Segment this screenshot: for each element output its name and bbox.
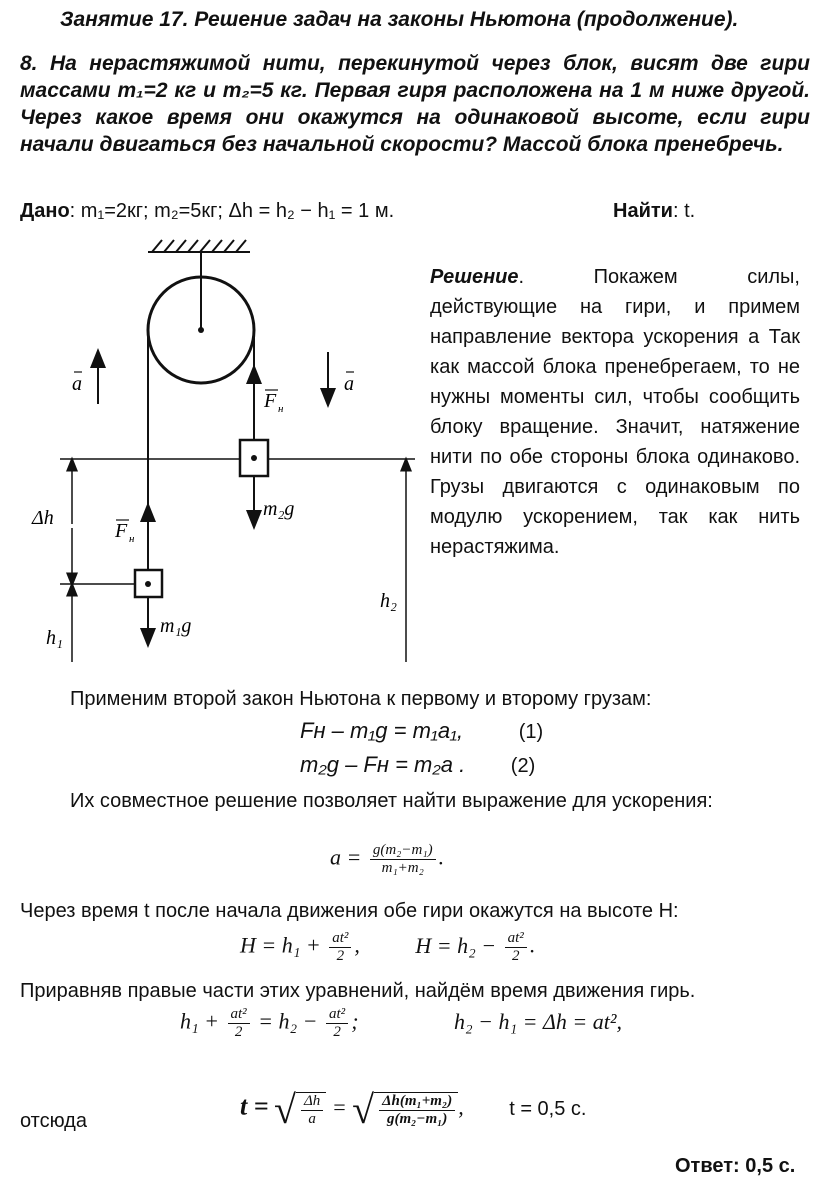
page-title: Занятие 17. Решение задач на законы Ньютона (продолжение).: [60, 8, 739, 31]
weight1-label: m₁g: [160, 615, 192, 637]
time-formula: t = √ $\frac{\Delta h}{a}$ = √ $\frac{\text{Δh(m₁+m₂)}}{\text{g(m₂−m₁)}}$ , t = 0,5 с.: [240, 1087, 587, 1132]
height-formulas: H = h₁ + $\frac{\text{at²}}{2}$ , H = h₂ − $\frac{\text{at²}}{2}$ .: [240, 930, 536, 964]
weight2-label: m₂g: [263, 498, 295, 520]
h2-label: h₂: [380, 590, 397, 612]
h1-label: h₁: [46, 627, 63, 649]
given-label: Дано: [20, 200, 70, 222]
solution-label: Решение: [430, 266, 519, 288]
answer-line: [675, 1155, 795, 1178]
tension-upper-label: F: [264, 390, 277, 412]
pulley-diagram: [20, 232, 420, 672]
accel-left-label: a: [72, 373, 82, 395]
solution-body: . Покажем силы, действующие на гири, и примем направление вектора ускорения a Так как массой блока пренебрегаем, то не нужны моменты сил, чтобы сообщить блоку вращение. Значит, натяжение нити по обе стороны блока одинаково. Грузы двигаются с одинаковым по модулю ускорением, так как нить нерастяжима.: [430, 266, 800, 558]
through-time-text: Через время t после начала движения обе гири окажутся на высоте H:: [20, 900, 679, 922]
solution-text: [430, 262, 800, 562]
time-equations: h₁ + $\frac{\text{at²}}{2}$ = h₂ − $\frac{\text{at²}}{2}$ ; h₂ − h₁ = Δh = at²,: [180, 1006, 622, 1040]
svg-text:н: н: [278, 403, 284, 415]
find-text: : t.: [672, 200, 696, 222]
answer-label: Ответ: [675, 1155, 734, 1177]
equation-1: Fн – m₁g = m₁a₁, (1): [300, 718, 544, 743]
answer-text: : 0,5 с.: [733, 1155, 796, 1177]
joint-solution-text: Их совместное решение позволяет найти выражение для ускорения:: [70, 790, 713, 812]
apply-newton-line: Применим второй закон Ньютона к первому и второму грузам:: [70, 688, 652, 710]
svg-text:н: н: [129, 533, 135, 545]
accel-right-label: a: [344, 373, 354, 395]
find-label: Найти: [613, 200, 673, 222]
ceiling: [148, 240, 250, 252]
problem-statement: 8. На нерастяжимой нити, перекинутой через блок, висят две гири массами m₁=2 кг и m₂=5 кг. Первая гиря расположена на 1 м ниже другой. Через какое время они окажутся на одинаковой высоте, если гири начали двигаться без начальной скорости? Массой блока пренебречь.: [20, 52, 810, 156]
tension-lower-label: F: [115, 520, 128, 542]
find-line: [613, 200, 695, 223]
hence-text: отсюда: [20, 1110, 87, 1132]
equation-2: m₂g – Fн = m₂a . (2): [300, 752, 536, 777]
delta-h-label: Δh: [32, 507, 54, 529]
given-text: : m₁=2кг; m₂=5кг; Δh = h₂ − h₁ = 1 м.: [69, 200, 395, 222]
equate-text: Приравняв правые части этих уравнений, найдём время движения гирь.: [20, 980, 696, 1002]
pulley-axle: [198, 327, 204, 333]
acceleration-formula: a = $\frac{\text{g(m₂−m₁)}}{\text{m₁+m₂}}$ .: [330, 842, 445, 876]
